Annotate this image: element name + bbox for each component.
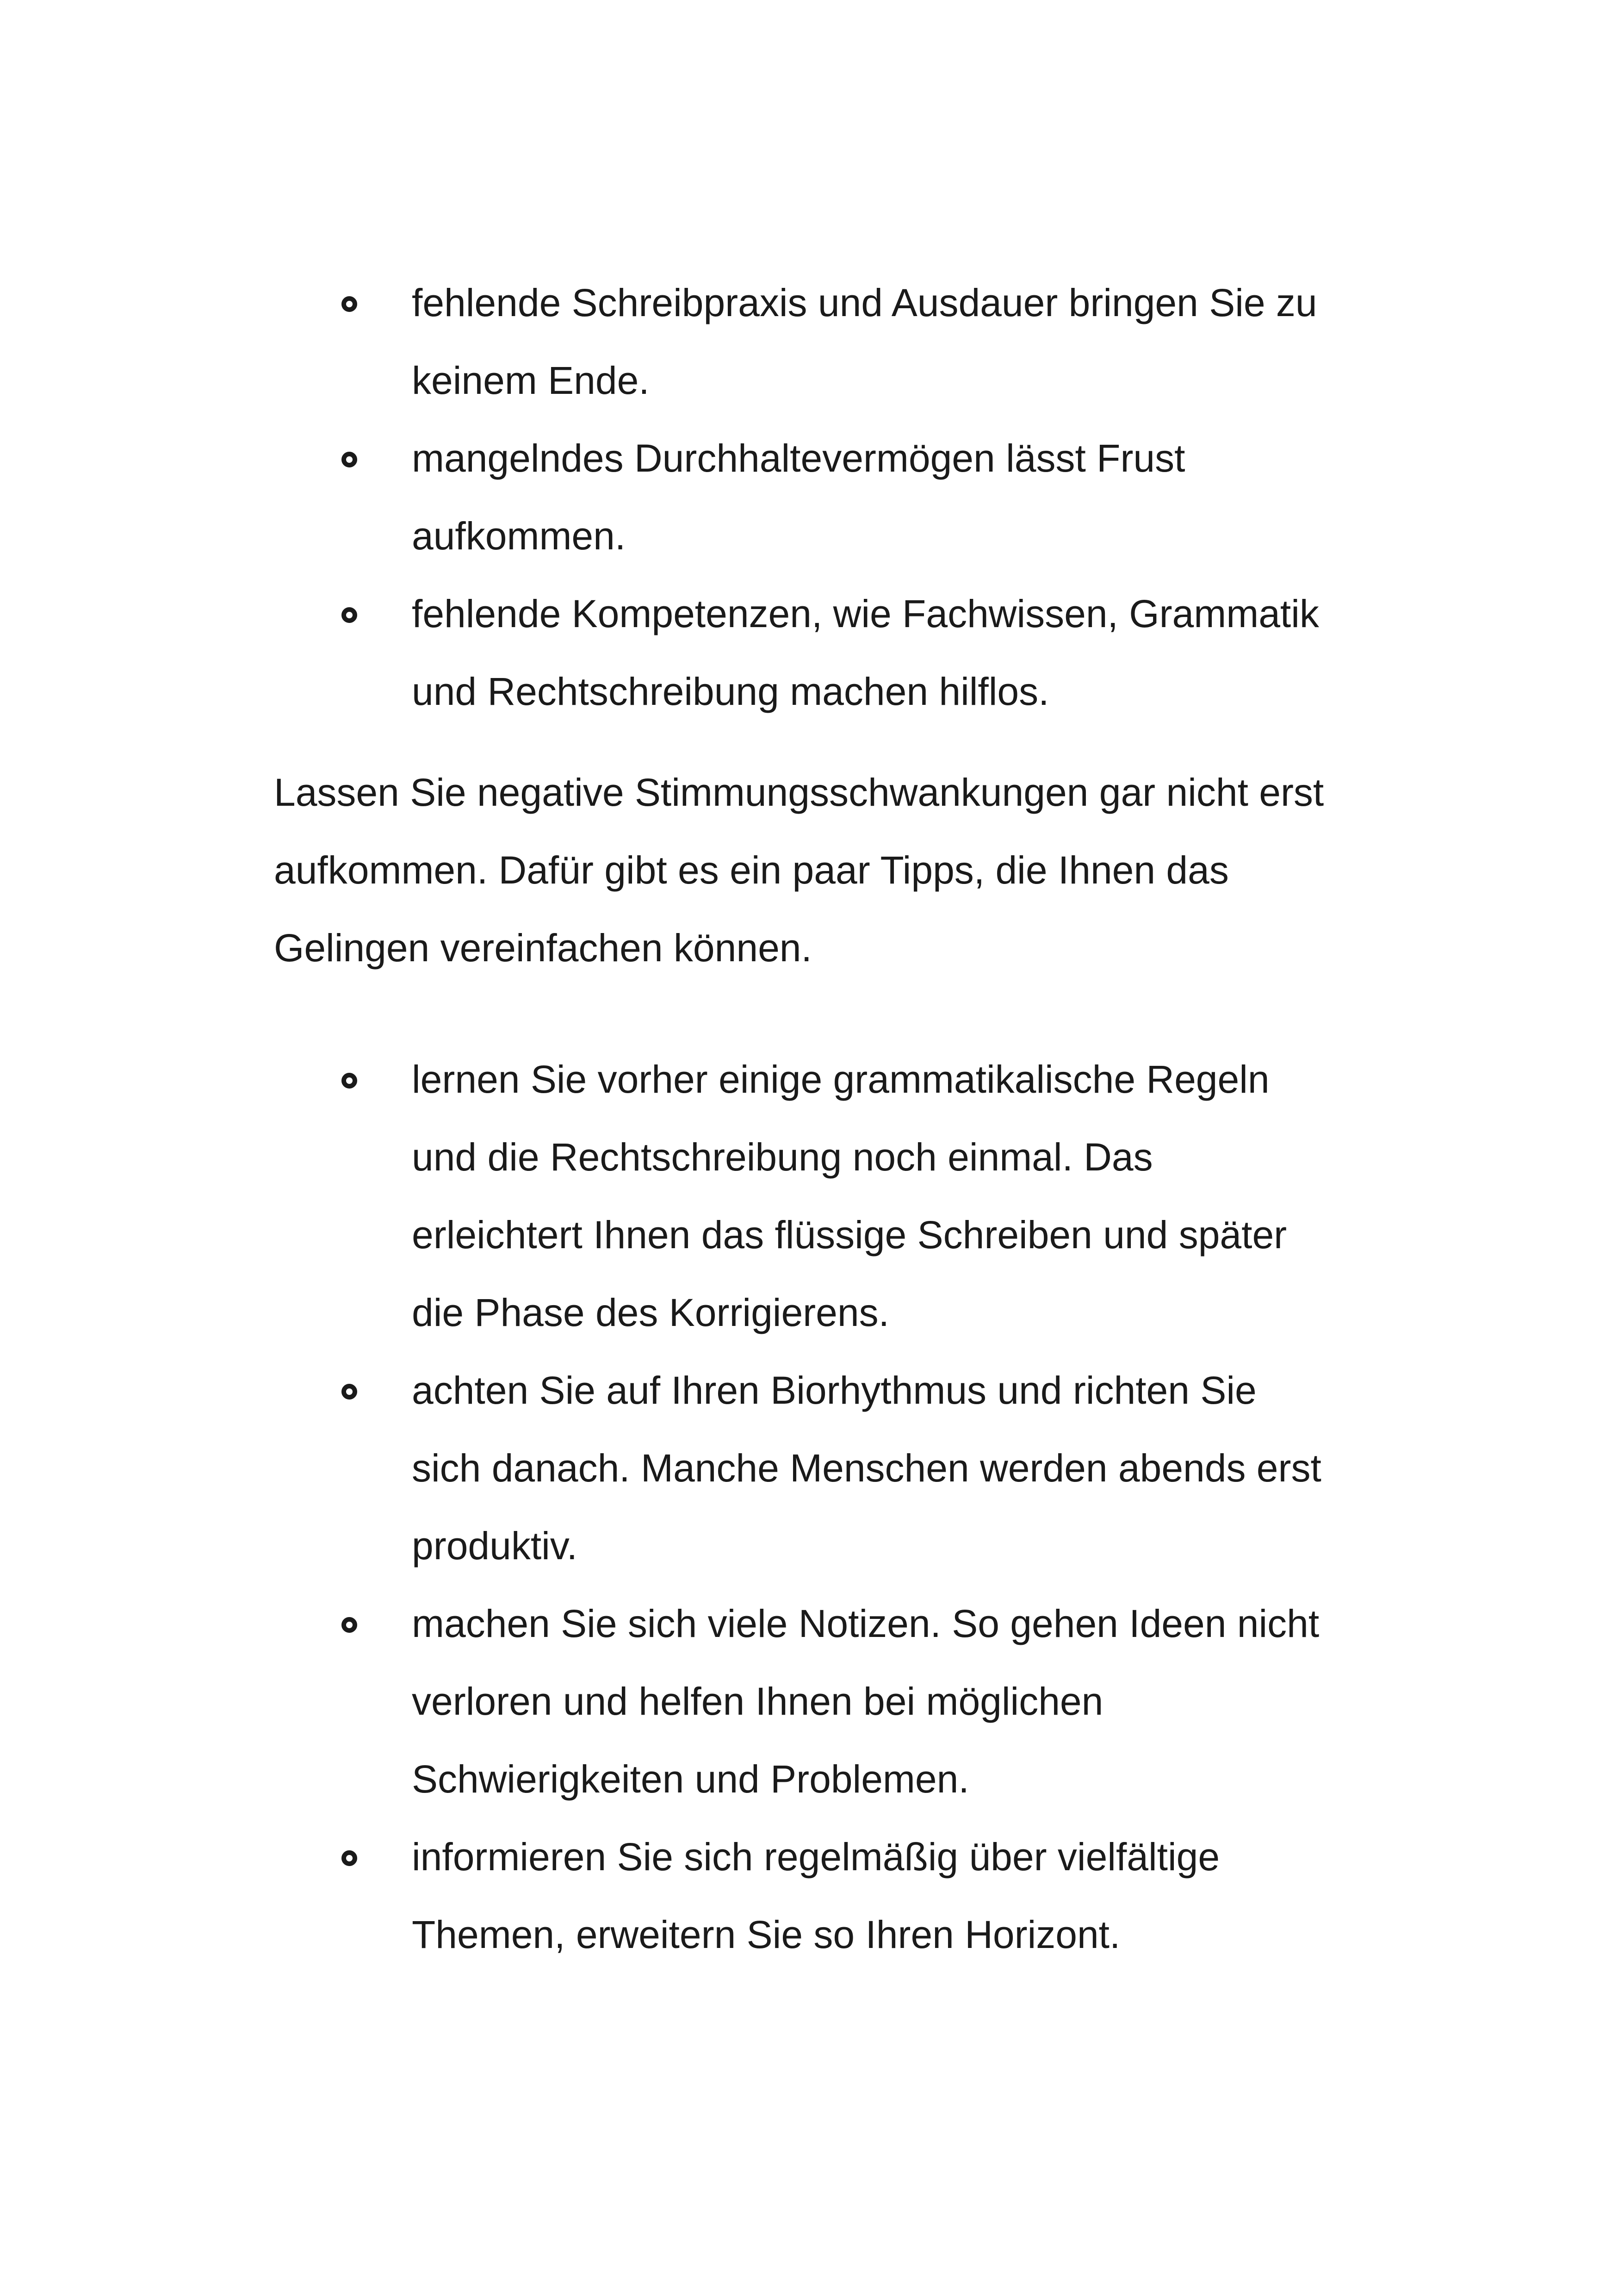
bullet-circle-icon bbox=[341, 1617, 357, 1633]
list-item-text: achten Sie auf Ihren Biorhythmus und richten Sie bbox=[412, 1369, 1257, 1412]
paragraph-line: Gelingen vereinfachen können. bbox=[274, 926, 812, 970]
bullet-circle-icon bbox=[341, 1850, 357, 1866]
list-item-text: keinem Ende. bbox=[412, 359, 650, 402]
bullet-circle-icon bbox=[341, 452, 357, 467]
bullet-circle-icon bbox=[341, 607, 357, 623]
list-item-text: verloren und helfen Ihnen bei möglichen bbox=[412, 1680, 1103, 1723]
list-item-text: fehlende Kompetenzen, wie Fachwissen, Grammatik bbox=[412, 592, 1319, 635]
list-item-text: Schwierigkeiten und Problemen. bbox=[412, 1757, 969, 1801]
list-item-text: fehlende Schreibpraxis und Ausdauer bringen Sie zu bbox=[412, 281, 1317, 324]
list-item-text: lernen Sie vorher einige grammatikalische Regeln bbox=[412, 1058, 1270, 1101]
list-item-text: machen Sie sich viele Notizen. So gehen Ideen nicht bbox=[412, 1602, 1320, 1645]
paragraph-line: aufkommen. Dafür gibt es ein paar Tipps, die Ihnen das bbox=[274, 848, 1229, 892]
bullet-circle-icon bbox=[341, 1384, 357, 1400]
list-item-text: und Rechtschreibung machen hilflos. bbox=[412, 670, 1049, 713]
paragraph-line: Lassen Sie negative Stimmungsschwankungen gar nicht erst bbox=[274, 771, 1324, 814]
list-item-text: sich danach. Manche Menschen werden abends erst bbox=[412, 1446, 1321, 1490]
bullet-circle-icon bbox=[341, 296, 357, 312]
list-item-text: erleichtert Ihnen das flüssige Schreiben und später bbox=[412, 1213, 1287, 1257]
list-item-text: informieren Sie sich regelmäßig über vielfältige bbox=[412, 1835, 1220, 1879]
list-item-text: und die Rechtschreibung noch einmal. Das bbox=[412, 1135, 1153, 1179]
list-item-text: Themen, erweitern Sie so Ihren Horizont. bbox=[412, 1913, 1121, 1956]
bullet-circle-icon bbox=[341, 1073, 357, 1089]
list-item-text: produktiv. bbox=[412, 1524, 577, 1568]
list-item-text: aufkommen. bbox=[412, 514, 626, 558]
list-item-text: die Phase des Korrigierens. bbox=[412, 1291, 889, 1334]
list-item-text: mangelndes Durchhaltevermögen lässt Frust bbox=[412, 436, 1185, 480]
